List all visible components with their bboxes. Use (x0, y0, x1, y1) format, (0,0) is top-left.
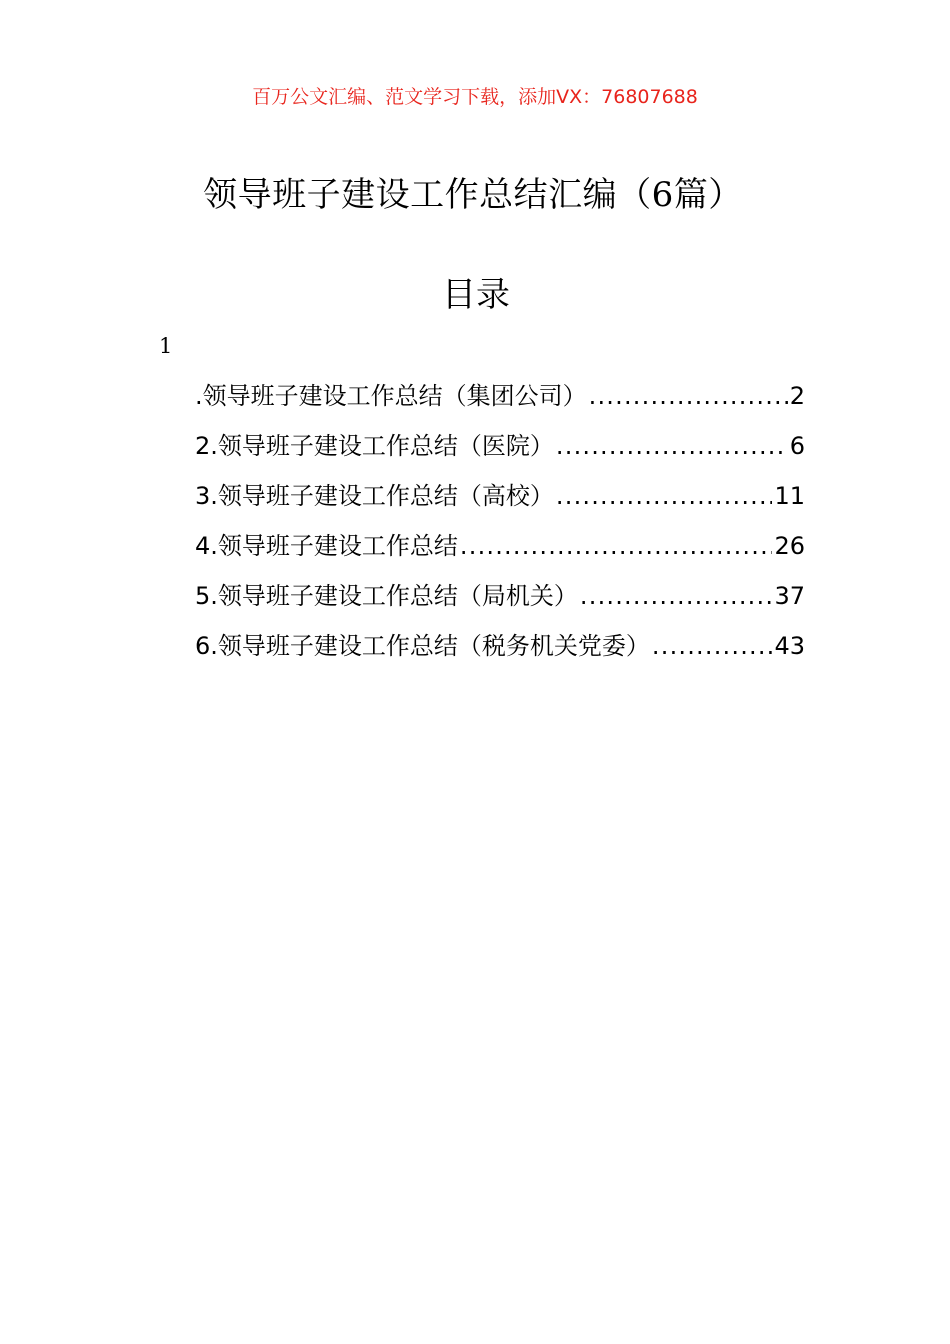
page-marker-number: 1 (159, 334, 173, 358)
document-title-number: 6 (651, 175, 674, 215)
table-of-contents (195, 378, 805, 678)
toc-dot-leader (556, 478, 773, 514)
document-title-suffix: 篇） (673, 175, 743, 215)
toc-entry-label: 2.领导班子建设工作总结（医院） (195, 432, 554, 460)
toc-entry-page: 6 (789, 432, 805, 460)
toc-entry-label: 4.领导班子建设工作总结 (195, 532, 458, 560)
toc-dot-leader (580, 578, 773, 614)
toc-entry-page: 11 (774, 482, 805, 510)
toc-entry-label: 5.领导班子建设工作总结（局机关） (195, 582, 578, 610)
toc-entry-label: 3.领导班子建设工作总结（高校） (195, 482, 554, 510)
toc-entry[interactable] (195, 478, 805, 528)
toc-heading: 目录 (442, 275, 510, 315)
toc-entry-label: 6.领导班子建设工作总结（税务机关党委） (195, 632, 650, 660)
toc-dot-leader (460, 528, 773, 564)
toc-entry[interactable] (195, 578, 805, 628)
toc-entry[interactable] (195, 378, 805, 428)
document-title (0, 172, 946, 218)
toc-entry[interactable] (195, 528, 805, 578)
toc-dot-leader (556, 428, 788, 464)
toc-dot-leader (652, 628, 773, 664)
toc-dot-leader (589, 378, 788, 414)
header-notice: 百万公文汇编、范文学习下载，添加VX：76807688 (252, 86, 698, 108)
toc-entry-page: 26 (774, 532, 805, 560)
toc-entry-page: 2 (789, 382, 805, 410)
toc-entry-page: 37 (774, 582, 805, 610)
toc-entry[interactable] (195, 428, 805, 478)
toc-entry-label: .领导班子建设工作总结（集团公司） (195, 382, 587, 410)
toc-entry[interactable] (195, 628, 805, 678)
toc-entry-page: 43 (774, 632, 805, 660)
document-title-prefix: 领导班子建设工作总结汇编（ (203, 175, 652, 215)
